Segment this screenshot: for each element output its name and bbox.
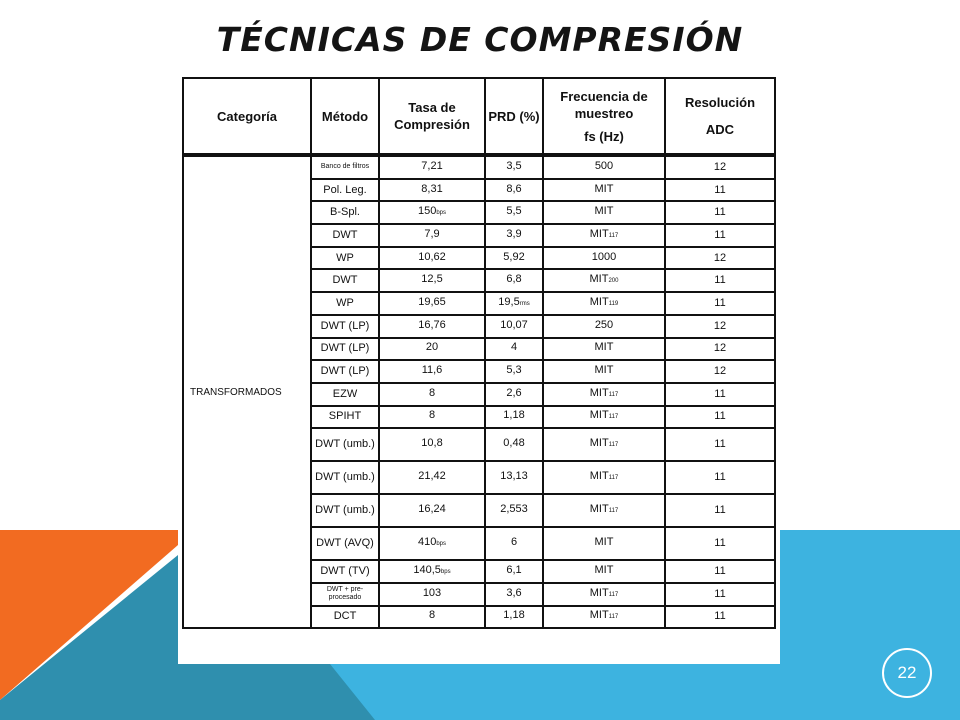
rate-cell-value: 10,8 [421, 437, 443, 450]
fs-cell-subscript: 117 [608, 391, 619, 398]
method-cell-value: DWT (LP) [320, 365, 370, 378]
method-cell-value: DWT [332, 228, 358, 241]
prd-cell-value: 0,48 [503, 437, 525, 450]
adc-cell-value: 11 [714, 610, 726, 623]
adc-cell-value: 12 [713, 160, 727, 173]
fs-cell-subscript: 117 [608, 475, 619, 482]
prd-cell-value: 1,18 [503, 609, 525, 622]
prd-cell [485, 428, 543, 461]
rate-cell [379, 383, 485, 406]
method-cell-value: WP [336, 251, 354, 264]
compression-table-image [178, 74, 778, 664]
rate-cell-value: 103 [422, 586, 442, 599]
fs-cell [543, 247, 665, 270]
fs-cell-value: 250 [594, 318, 614, 331]
adc-cell [665, 461, 775, 494]
adc-cell [665, 201, 775, 224]
adc-cell-value: 11 [714, 471, 726, 484]
table-row [183, 155, 775, 179]
prd-cell-value: 3,6 [506, 586, 522, 599]
adc-cell-value: 12 [713, 342, 727, 355]
method-cell [311, 247, 379, 270]
adc-cell-value: 11 [714, 587, 726, 600]
rate-cell-subscript: bps [440, 569, 451, 576]
table-header-row [183, 78, 775, 155]
header-metodo: Método [311, 78, 379, 155]
prd-cell [485, 338, 543, 361]
method-cell [311, 224, 379, 247]
fs-cell [543, 461, 665, 494]
rate-cell-value: 11,6 [421, 364, 443, 377]
fs-cell-value: MIT [594, 205, 614, 218]
method-cell [311, 155, 379, 179]
method-cell [311, 360, 379, 383]
method-cell-value: DWT + pre-procesado [326, 586, 364, 602]
method-cell [311, 406, 379, 429]
prd-cell [485, 383, 543, 406]
method-cell [311, 315, 379, 338]
method-cell [311, 606, 379, 629]
prd-cell [485, 224, 543, 247]
method-cell-value: EZW [332, 387, 358, 400]
prd-cell-value: 2,6 [506, 386, 522, 399]
method-cell [311, 583, 379, 606]
header-frecuencia [543, 78, 665, 155]
fs-cell-subscript: 117 [608, 414, 619, 421]
fs-cell-value: 1000 [591, 250, 617, 263]
adc-cell [665, 360, 775, 383]
rate-cell-subscript: bps [436, 210, 447, 217]
fs-cell-subscript: 119 [608, 300, 619, 307]
rate-cell [379, 338, 485, 361]
prd-cell-value: 2,553 [500, 503, 528, 516]
header-resolucion [665, 78, 775, 155]
prd-cell [485, 583, 543, 606]
adc-cell [665, 383, 775, 406]
method-cell [311, 338, 379, 361]
fs-cell [543, 560, 665, 583]
fs-cell-value: MIT [589, 586, 609, 599]
adc-cell [665, 428, 775, 461]
fs-cell [543, 338, 665, 361]
prd-cell-value: 13,13 [500, 470, 528, 483]
method-cell-value: WP [336, 296, 354, 309]
adc-cell [665, 338, 775, 361]
fs-cell-value: MIT [589, 386, 609, 399]
fs-cell [543, 383, 665, 406]
adc-cell [665, 494, 775, 527]
fs-cell [543, 224, 665, 247]
rate-cell [379, 155, 485, 179]
adc-cell [665, 247, 775, 270]
fs-cell-subscript: 117 [608, 614, 619, 621]
fs-cell-value: MIT [589, 295, 609, 308]
adc-cell-value: 11 [714, 296, 726, 309]
fs-cell-value: MIT [594, 564, 614, 577]
adc-cell-value: 11 [714, 565, 726, 578]
adc-cell-value: 12 [713, 365, 727, 378]
fs-cell-subscript: 117 [608, 591, 619, 598]
adc-cell [665, 583, 775, 606]
prd-cell [485, 315, 543, 338]
rate-cell-value: 12,5 [421, 273, 443, 286]
fs-cell [543, 527, 665, 560]
prd-cell [485, 201, 543, 224]
method-cell [311, 527, 379, 560]
prd-cell-value: 6,8 [506, 273, 522, 286]
method-cell [311, 494, 379, 527]
rate-cell-value: 21,42 [418, 470, 446, 483]
method-cell-value: DCT [333, 610, 357, 623]
fs-cell-value: MIT [589, 503, 609, 516]
method-cell-value: DWT (LP) [320, 319, 370, 332]
adc-cell-value: 11 [714, 387, 726, 400]
prd-cell-value: 1,18 [503, 409, 525, 422]
method-cell-value: SPIHT [328, 410, 362, 423]
prd-cell-value: 5,5 [506, 205, 522, 218]
adc-cell-value: 11 [714, 228, 726, 241]
method-cell [311, 201, 379, 224]
fs-cell [543, 428, 665, 461]
method-cell-value: DWT [332, 274, 358, 287]
method-cell [311, 461, 379, 494]
method-cell [311, 383, 379, 406]
rate-cell [379, 360, 485, 383]
method-cell-value: DWT (TV) [320, 565, 370, 578]
adc-cell [665, 315, 775, 338]
adc-cell [665, 406, 775, 429]
fs-cell [543, 292, 665, 315]
fs-cell [543, 179, 665, 202]
rate-cell [379, 247, 485, 270]
rate-cell-subscript: bps [436, 541, 447, 548]
header-tasa: Tasa de Compresión [379, 78, 485, 155]
fs-cell [543, 269, 665, 292]
fs-cell [543, 406, 665, 429]
method-cell-value: B-Spl. [330, 206, 360, 219]
adc-cell [665, 606, 775, 629]
adc-cell-value: 11 [714, 438, 726, 451]
adc-cell [665, 224, 775, 247]
rate-cell [379, 179, 485, 202]
adc-cell-value: 11 [714, 504, 726, 517]
adc-cell-value: 12 [713, 319, 727, 332]
rate-cell [379, 583, 485, 606]
rate-cell-value: 19,65 [418, 295, 446, 308]
fs-cell [543, 155, 665, 179]
rate-cell [379, 527, 485, 560]
category-cell: TRANSFORMADOS [183, 155, 311, 628]
fs-cell [543, 315, 665, 338]
prd-cell-value: 5,3 [506, 364, 522, 377]
rate-cell [379, 406, 485, 429]
rate-cell [379, 560, 485, 583]
rate-cell-value: 16,76 [418, 318, 446, 331]
compression-techniques-table [182, 77, 776, 629]
prd-cell [485, 461, 543, 494]
fs-cell-value: MIT [589, 409, 609, 422]
prd-cell [485, 155, 543, 179]
adc-cell [665, 155, 775, 179]
prd-cell-value: 19,5 [498, 295, 520, 308]
fs-cell-value: MIT [589, 609, 609, 622]
adc-cell-value: 11 [714, 274, 726, 287]
rate-cell [379, 494, 485, 527]
prd-cell [485, 292, 543, 315]
fs-cell [543, 606, 665, 629]
adc-cell-value: 11 [714, 410, 726, 423]
adc-cell [665, 179, 775, 202]
prd-cell [485, 606, 543, 629]
rate-cell-value: 7,9 [424, 227, 440, 240]
method-cell [311, 560, 379, 583]
fs-cell-value: MIT [594, 182, 614, 195]
prd-cell-subscript: rms [519, 300, 530, 307]
prd-cell-value: 4 [510, 341, 518, 354]
rate-cell [379, 461, 485, 494]
rate-cell-value: 20 [425, 341, 439, 354]
rate-cell [379, 269, 485, 292]
fs-cell [543, 201, 665, 224]
header-resolucion-label: Resolución [684, 95, 756, 110]
rate-cell-value: 8,31 [421, 182, 443, 195]
method-cell [311, 269, 379, 292]
prd-cell [485, 179, 543, 202]
method-cell [311, 428, 379, 461]
prd-cell [485, 247, 543, 270]
prd-cell-value: 8,6 [506, 182, 522, 195]
header-categoria: Categoría [183, 78, 311, 155]
method-cell [311, 179, 379, 202]
prd-cell-value: 6,1 [506, 564, 522, 577]
fs-cell-value: MIT [594, 536, 614, 549]
rate-cell [379, 201, 485, 224]
adc-cell [665, 560, 775, 583]
rate-cell-value: 10,62 [418, 250, 446, 263]
prd-cell-value: 6 [510, 536, 518, 549]
rate-cell-value: 8 [428, 409, 436, 422]
adc-cell-value: 12 [713, 251, 727, 264]
fs-cell-subscript: 117 [608, 442, 619, 449]
fs-cell-value: MIT [589, 437, 609, 450]
fs-cell [543, 583, 665, 606]
header-resolucion-unit: ADC [705, 122, 735, 137]
method-cell-value: Banco de filtros [320, 163, 370, 171]
fs-cell [543, 360, 665, 383]
adc-cell [665, 292, 775, 315]
rate-cell [379, 315, 485, 338]
fs-cell-subscript: 117 [608, 508, 619, 515]
adc-cell [665, 527, 775, 560]
header-frecuencia-unit: fs (Hz) [584, 128, 624, 144]
method-cell-value: DWT (AVQ) [316, 537, 374, 550]
fs-cell-subscript: 117 [608, 232, 619, 239]
method-cell-value: DWT (LP) [320, 342, 370, 355]
adc-cell [665, 269, 775, 292]
prd-cell-value: 3,5 [506, 159, 522, 172]
header-frecuencia-label: Frecuencia de muestreo [560, 88, 648, 121]
rate-cell-value: 8 [428, 386, 436, 399]
rate-cell [379, 224, 485, 247]
method-cell [311, 292, 379, 315]
rate-cell-value: 150 [417, 205, 437, 218]
prd-cell-value: 10,07 [500, 318, 528, 331]
rate-cell-value: 8 [428, 609, 436, 622]
fs-cell-value: MIT [594, 364, 614, 377]
rate-cell-value: 7,21 [421, 159, 443, 172]
rate-cell [379, 606, 485, 629]
prd-cell-value: 5,92 [503, 250, 525, 263]
adc-cell-value: 11 [714, 537, 726, 550]
adc-cell-value: 11 [714, 183, 726, 196]
rate-cell-value: 16,24 [418, 503, 446, 516]
prd-cell [485, 269, 543, 292]
fs-cell-value: MIT [594, 341, 614, 354]
prd-cell [485, 494, 543, 527]
method-cell-value: DWT (umb.) [315, 438, 375, 451]
adc-cell-value: 11 [714, 206, 726, 219]
fs-cell-value: MIT [589, 227, 609, 240]
rate-cell [379, 428, 485, 461]
rate-cell-value: 140,5 [413, 564, 441, 577]
method-cell-value: DWT (umb.) [315, 504, 375, 517]
prd-cell [485, 406, 543, 429]
prd-cell [485, 560, 543, 583]
fs-cell-value: MIT [589, 273, 609, 286]
method-cell-value: DWT (umb.) [315, 471, 375, 484]
header-prd: PRD (%) [485, 78, 543, 155]
fs-cell-value: 500 [594, 159, 614, 172]
method-cell-value: Pol. Leg. [323, 183, 367, 196]
fs-cell-value: MIT [589, 470, 609, 483]
fs-cell [543, 494, 665, 527]
rate-cell [379, 292, 485, 315]
prd-cell [485, 360, 543, 383]
fs-cell-subscript: 200 [608, 278, 619, 285]
prd-cell-value: 3,9 [506, 227, 522, 240]
rate-cell-value: 410 [417, 536, 437, 549]
slide-title: TÉCNICAS DE COMPRESIÓN [216, 20, 744, 59]
prd-cell [485, 527, 543, 560]
page-number-badge: 22 [882, 648, 932, 698]
